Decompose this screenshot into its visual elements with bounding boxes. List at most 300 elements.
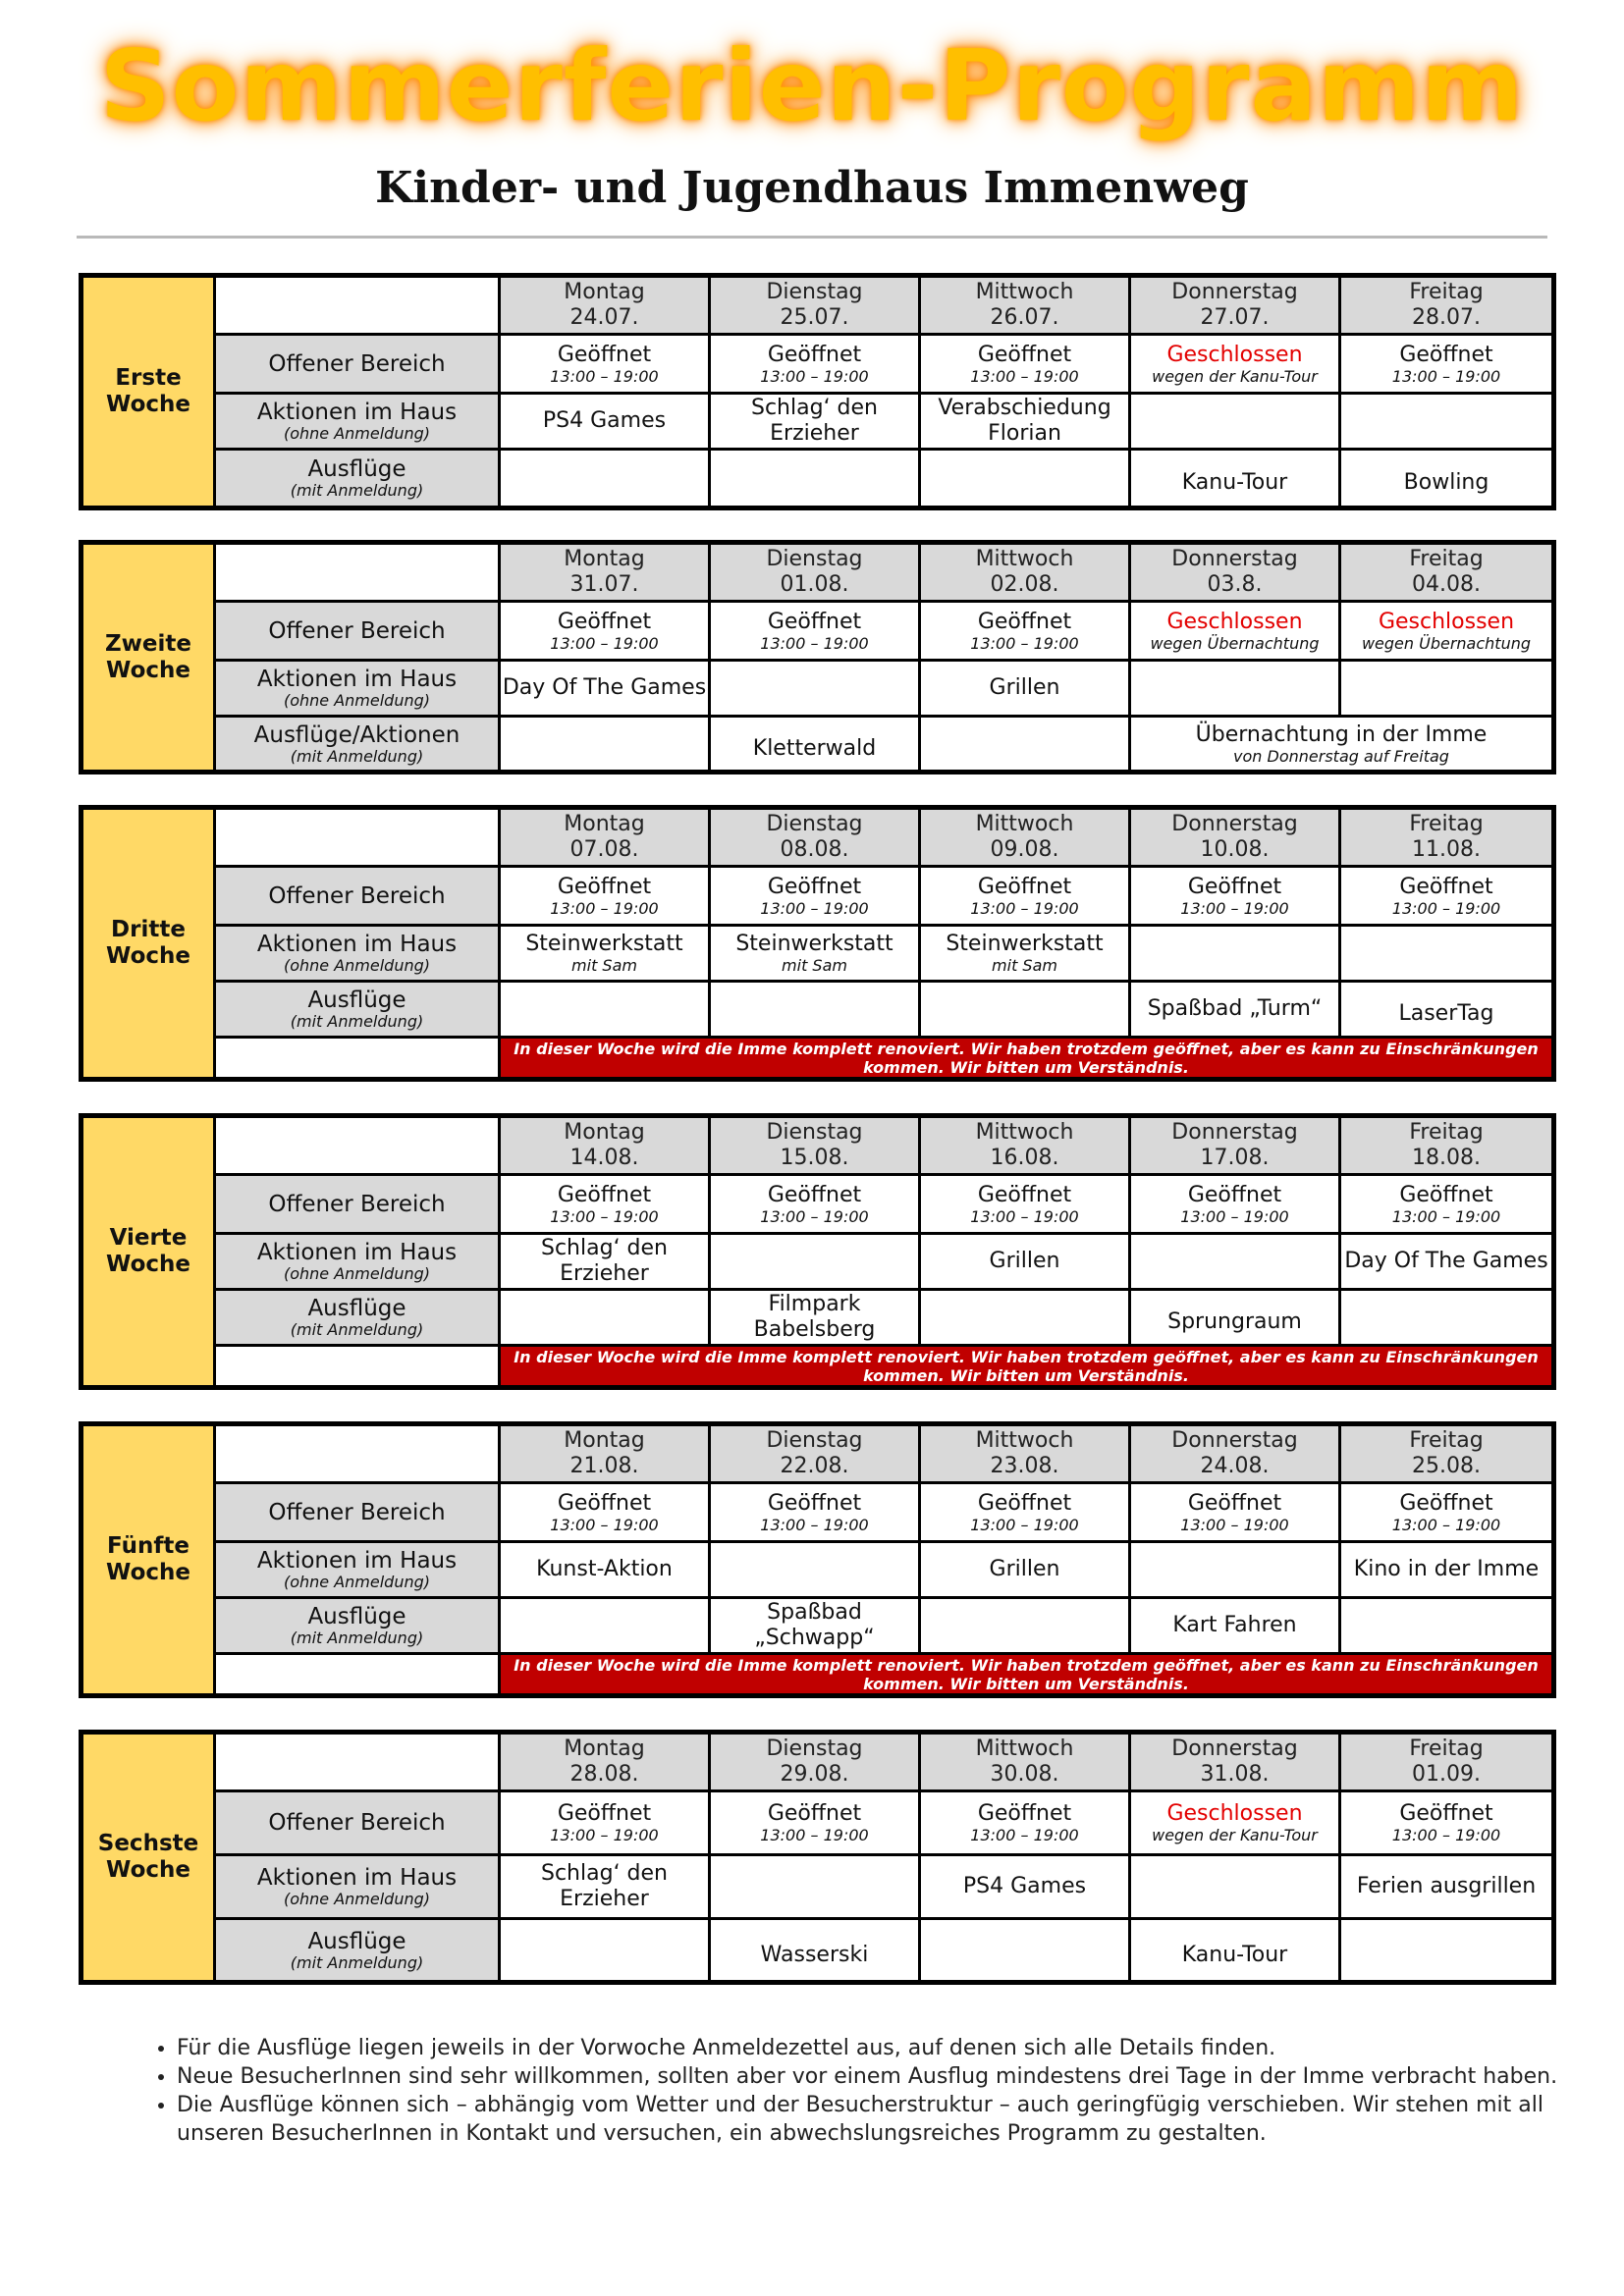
action-cell xyxy=(710,394,920,450)
status-open: Geöffnet xyxy=(977,1182,1072,1207)
status-open: Geöffnet xyxy=(767,1490,862,1516)
page-title: Sommerferien-Programm xyxy=(99,28,1525,143)
day-header xyxy=(1340,1116,1554,1175)
category-open xyxy=(215,1483,500,1542)
day-name: Freitag xyxy=(1409,1736,1484,1761)
week-label xyxy=(81,1733,215,1983)
action-text: Steinwerkstatt xyxy=(735,932,893,956)
blank-header-cell xyxy=(215,808,500,867)
status-open: Geöffnet xyxy=(977,342,1072,367)
trip-text: Spaßbad „Turm“ xyxy=(1147,996,1323,1021)
action-cell xyxy=(1340,661,1554,717)
trip-cell xyxy=(710,450,920,508)
note-item: • Für die Ausflüge liegen jeweils in der Vorwoche Anmeldezettel aus, auf denen sich alle Details finden. xyxy=(177,2034,1610,2062)
day-name: Dienstag xyxy=(766,1428,863,1453)
action-cell xyxy=(1340,1542,1554,1598)
day-header xyxy=(500,1424,710,1483)
day-header xyxy=(920,543,1130,602)
category-label: Offener Bereich xyxy=(268,1810,446,1836)
status-closed: Geschlossen xyxy=(1166,342,1303,367)
trip-cell xyxy=(710,982,920,1038)
day-header xyxy=(1130,808,1340,867)
day-header xyxy=(1340,543,1554,602)
day-date: 21.08. xyxy=(569,1454,639,1478)
category-trips xyxy=(215,717,500,773)
action-cell xyxy=(1130,394,1340,450)
status-detail: 13:00 – 19:00 xyxy=(1180,1515,1289,1534)
opening-cell xyxy=(920,867,1130,926)
opening-cell xyxy=(500,867,710,926)
action-detail: mit Sam xyxy=(571,956,637,975)
category-trips xyxy=(215,1919,500,1983)
day-header xyxy=(1340,276,1554,335)
day-header xyxy=(710,543,920,602)
action-text: Grillen xyxy=(989,1557,1060,1581)
status-detail: 13:00 – 19:00 xyxy=(550,1826,659,1844)
day-name: Mittwoch xyxy=(975,547,1074,571)
category-label: Ausflüge xyxy=(307,988,406,1013)
category-label: Aktionen im Haus xyxy=(256,400,458,425)
category-actions xyxy=(215,1542,500,1598)
day-date: 01.09. xyxy=(1412,1762,1481,1787)
action-text: Grillen xyxy=(989,675,1060,700)
blank-banner-cell xyxy=(215,1654,500,1696)
day-name: Donnerstag xyxy=(1171,1736,1298,1761)
trip-cell xyxy=(500,717,710,773)
day-header xyxy=(920,276,1130,335)
trip-cell xyxy=(920,1598,1130,1654)
day-name: Donnerstag xyxy=(1171,1120,1298,1145)
trip-cell xyxy=(1130,982,1340,1038)
blank-header-cell xyxy=(215,1733,500,1791)
week-label-line: Dritte xyxy=(111,917,186,942)
category-sublabel: (mit Anmeldung) xyxy=(290,481,424,500)
day-date: 26.07. xyxy=(990,305,1059,330)
trip-cell xyxy=(1130,1919,1340,1983)
status-open: Geöffnet xyxy=(1187,1182,1282,1207)
opening-cell xyxy=(1130,1791,1340,1855)
week-label-line: Woche xyxy=(106,943,190,969)
opening-cell xyxy=(920,1175,1130,1234)
action-cell xyxy=(500,661,710,717)
day-header xyxy=(920,1116,1130,1175)
week-table xyxy=(79,1730,1556,1985)
status-detail: 13:00 – 19:00 xyxy=(970,898,1079,918)
trip-text: Sprungraum xyxy=(1167,1309,1302,1334)
day-name: Freitag xyxy=(1409,547,1484,571)
day-date: 09.08. xyxy=(990,837,1059,862)
trip-cell xyxy=(1130,450,1340,508)
category-label: Offener Bereich xyxy=(268,350,446,377)
action-cell xyxy=(1340,394,1554,450)
category-actions xyxy=(215,1855,500,1919)
week-label-line: Woche xyxy=(106,1252,190,1277)
opening-cell xyxy=(710,1483,920,1542)
day-date: 25.08. xyxy=(1412,1454,1481,1478)
day-date: 23.08. xyxy=(990,1454,1059,1478)
day-header xyxy=(920,1733,1130,1791)
week-table xyxy=(79,540,1556,774)
category-open xyxy=(215,602,500,661)
blank-banner-cell xyxy=(215,1346,500,1388)
day-name: Donnerstag xyxy=(1171,547,1298,571)
category-sublabel: (ohne Anmeldung) xyxy=(283,1890,431,1908)
day-date: 10.08. xyxy=(1200,837,1270,862)
trip-detail: von Donnerstag auf Freitag xyxy=(1233,746,1449,766)
category-sublabel: (ohne Anmeldung) xyxy=(283,1573,431,1591)
status-closed: Geschlossen xyxy=(1166,609,1303,634)
day-date: 02.08. xyxy=(990,572,1059,597)
week-label-line: Woche xyxy=(106,1560,190,1585)
action-cell xyxy=(920,394,1130,450)
day-name: Dienstag xyxy=(766,812,863,836)
day-name: Mittwoch xyxy=(975,280,1074,304)
day-date: 24.08. xyxy=(1200,1454,1270,1478)
renovation-notice xyxy=(500,1038,1554,1080)
action-cell xyxy=(1130,1234,1340,1290)
action-cell xyxy=(920,926,1130,982)
opening-cell xyxy=(710,1791,920,1855)
day-header xyxy=(920,808,1130,867)
status-open: Geöffnet xyxy=(1399,1801,1493,1826)
status-detail: 13:00 – 19:00 xyxy=(970,633,1079,653)
day-header xyxy=(710,1733,920,1791)
week-label xyxy=(81,543,215,773)
trip-text: Kletterwald xyxy=(752,735,877,761)
status-detail: 13:00 – 19:00 xyxy=(1391,1206,1501,1226)
day-name: Dienstag xyxy=(766,280,863,304)
week-table xyxy=(79,273,1556,510)
action-text: Grillen xyxy=(989,1249,1060,1273)
status-open: Geöffnet xyxy=(1187,874,1282,899)
status-detail: 13:00 – 19:00 xyxy=(550,633,659,653)
status-closed: Geschlossen xyxy=(1378,609,1515,634)
week-table xyxy=(79,805,1556,1082)
action-text: Kino in der Imme xyxy=(1353,1557,1540,1581)
note-item: • Die Ausflüge können sich – abhängig vom Wetter und der Besucherstruktur – auch geringfügig verschieben. Wir stehen mit all unseren BesucherInnen in Kontakt und versuchen, ein abwechslungsreiches Programm zu gestalten. xyxy=(177,2091,1610,2148)
status-open: Geöffnet xyxy=(977,609,1072,634)
day-date: 28.07. xyxy=(1412,305,1481,330)
action-cell xyxy=(500,1542,710,1598)
status-open: Geöffnet xyxy=(767,1801,862,1826)
action-cell xyxy=(500,926,710,982)
day-name: Freitag xyxy=(1409,812,1484,836)
trip-cell xyxy=(500,450,710,508)
status-detail: wegen Übernachtung xyxy=(1150,633,1320,653)
status-open: Geöffnet xyxy=(1187,1490,1282,1516)
trip-cell xyxy=(920,1290,1130,1346)
trip-cell xyxy=(1340,1919,1554,1983)
blank-banner-cell xyxy=(215,1038,500,1080)
status-detail: 13:00 – 19:00 xyxy=(1180,898,1289,918)
day-header xyxy=(1130,1424,1340,1483)
status-detail: 13:00 – 19:00 xyxy=(1391,1515,1501,1534)
day-name: Donnerstag xyxy=(1171,1428,1298,1453)
week-label-line: Woche xyxy=(106,657,190,683)
note-item: • Neue BesucherInnen sind sehr willkommen, sollten aber vor einem Ausflug mindestens drei Tage in der Imme verbracht haben. xyxy=(177,2062,1610,2091)
opening-cell xyxy=(500,1791,710,1855)
opening-cell xyxy=(710,335,920,394)
opening-cell xyxy=(1340,602,1554,661)
trip-text: Kanu-Tour xyxy=(1181,470,1288,495)
status-open: Geöffnet xyxy=(1399,1182,1493,1207)
status-open: Geöffnet xyxy=(557,874,652,899)
status-open: Geöffnet xyxy=(1399,1490,1493,1516)
status-detail: wegen der Kanu-Tour xyxy=(1152,366,1318,386)
category-open xyxy=(215,1175,500,1234)
action-cell xyxy=(920,1542,1130,1598)
action-cell xyxy=(710,926,920,982)
day-name: Montag xyxy=(564,280,645,304)
day-header xyxy=(500,276,710,335)
action-cell xyxy=(710,1234,920,1290)
action-cell xyxy=(1130,661,1340,717)
action-text: Kunst-Aktion xyxy=(536,1557,673,1581)
trip-text: Wasserski xyxy=(760,1942,869,1967)
day-name: Dienstag xyxy=(766,547,863,571)
category-open xyxy=(215,335,500,394)
action-cell xyxy=(710,1855,920,1919)
status-open: Geöffnet xyxy=(977,874,1072,899)
day-name: Montag xyxy=(564,1428,645,1453)
category-label: Ausflüge xyxy=(307,1604,406,1629)
day-header xyxy=(500,1116,710,1175)
opening-cell xyxy=(1130,867,1340,926)
day-name: Mittwoch xyxy=(975,1428,1074,1453)
status-detail: 13:00 – 19:00 xyxy=(760,366,869,386)
category-trips xyxy=(215,1290,500,1346)
opening-cell xyxy=(1130,335,1340,394)
opening-cell xyxy=(1340,1483,1554,1542)
opening-cell xyxy=(1340,1791,1554,1855)
status-detail: 13:00 – 19:00 xyxy=(550,1206,659,1226)
trip-cell xyxy=(920,1919,1130,1983)
renovation-notice-text: In dieser Woche wird die Imme komplett renoviert. Wir haben trotzdem geöffnet, aber es kann zu Einschränkungen kommen. Wir bitten um Verständnis. xyxy=(514,1655,1539,1693)
day-date: 28.08. xyxy=(569,1762,639,1787)
action-text: Day Of The Games xyxy=(502,675,707,700)
action-detail: mit Sam xyxy=(782,956,847,975)
category-label: Offener Bereich xyxy=(268,882,446,909)
day-name: Montag xyxy=(564,1736,645,1761)
status-detail: 13:00 – 19:00 xyxy=(1391,898,1501,918)
week-label-line: Woche xyxy=(106,1857,190,1883)
day-name: Donnerstag xyxy=(1171,280,1298,304)
day-date: 22.08. xyxy=(780,1454,849,1478)
category-actions xyxy=(215,661,500,717)
action-cell xyxy=(920,1234,1130,1290)
day-name: Montag xyxy=(564,1120,645,1145)
opening-cell xyxy=(710,867,920,926)
category-label: Ausflüge xyxy=(307,456,406,482)
category-label: Aktionen im Haus xyxy=(256,932,458,957)
category-trips xyxy=(215,450,500,508)
day-name: Mittwoch xyxy=(975,1736,1074,1761)
category-label: Aktionen im Haus xyxy=(256,667,458,692)
trip-text: Bowling xyxy=(1403,470,1489,495)
trip-cell xyxy=(1130,1598,1340,1654)
opening-cell xyxy=(1130,602,1340,661)
status-open: Geöffnet xyxy=(557,1801,652,1826)
action-cell xyxy=(1130,926,1340,982)
week-label xyxy=(81,808,215,1080)
category-trips xyxy=(215,982,500,1038)
action-cell xyxy=(920,1855,1130,1919)
trip-cell xyxy=(710,717,920,773)
opening-cell xyxy=(1130,1483,1340,1542)
action-cell xyxy=(710,1542,920,1598)
action-text: Schlag‘ den Erzieher xyxy=(541,1861,668,1911)
day-name: Mittwoch xyxy=(975,812,1074,836)
trip-text: Kanu-Tour xyxy=(1181,1942,1288,1967)
trip-cell xyxy=(1130,1290,1340,1346)
opening-cell xyxy=(920,335,1130,394)
day-date: 04.08. xyxy=(1412,572,1481,597)
trip-cell xyxy=(1340,450,1554,508)
day-header xyxy=(1340,808,1554,867)
action-text: PS4 Games xyxy=(542,408,667,433)
trip-text: LaserTag xyxy=(1398,1001,1494,1026)
opening-cell xyxy=(500,602,710,661)
action-text: PS4 Games xyxy=(962,1874,1087,1898)
category-sublabel: (mit Anmeldung) xyxy=(290,746,424,766)
day-header xyxy=(1130,1116,1340,1175)
status-detail: 13:00 – 19:00 xyxy=(1391,1826,1501,1844)
status-open: Geöffnet xyxy=(1399,874,1493,899)
day-name: Montag xyxy=(564,812,645,836)
status-open: Geöffnet xyxy=(557,1182,652,1207)
status-detail: 13:00 – 19:00 xyxy=(1391,366,1501,386)
day-header xyxy=(710,1116,920,1175)
day-date: 18.08. xyxy=(1412,1146,1481,1170)
status-open: Geöffnet xyxy=(1399,342,1493,367)
opening-cell xyxy=(500,335,710,394)
day-header xyxy=(500,543,710,602)
renovation-notice-text: In dieser Woche wird die Imme komplett renoviert. Wir haben trotzdem geöffnet, aber es kann zu Einschränkungen kommen. Wir bitten um Verständnis. xyxy=(514,1039,1539,1077)
trip-cell xyxy=(1340,1290,1554,1346)
action-cell xyxy=(1340,1234,1554,1290)
day-date: 31.08. xyxy=(1200,1762,1270,1787)
day-date: 01.08. xyxy=(780,572,849,597)
day-date: 25.07. xyxy=(780,305,849,330)
week-label xyxy=(81,276,215,508)
status-closed: Geschlossen xyxy=(1166,1801,1303,1826)
status-detail: 13:00 – 19:00 xyxy=(760,898,869,918)
day-name: Montag xyxy=(564,547,645,571)
day-date: 30.08. xyxy=(990,1762,1059,1787)
action-text: Steinwerkstatt xyxy=(946,932,1104,956)
status-open: Geöffnet xyxy=(557,342,652,367)
category-sublabel: (mit Anmeldung) xyxy=(290,1629,424,1647)
opening-cell xyxy=(710,602,920,661)
status-open: Geöffnet xyxy=(767,1182,862,1207)
notes-list xyxy=(118,2034,1610,2148)
action-text: Day Of The Games xyxy=(1344,1249,1548,1273)
action-cell xyxy=(1340,926,1554,982)
day-header xyxy=(500,1733,710,1791)
opening-cell xyxy=(710,1175,920,1234)
trip-cell xyxy=(710,1598,920,1654)
category-trips xyxy=(215,1598,500,1654)
day-name: Dienstag xyxy=(766,1120,863,1145)
status-detail: 13:00 – 19:00 xyxy=(760,1826,869,1844)
opening-cell xyxy=(920,1483,1130,1542)
day-date: 11.08. xyxy=(1412,837,1481,862)
blank-header-cell xyxy=(215,1116,500,1175)
opening-cell xyxy=(920,1791,1130,1855)
status-detail: 13:00 – 19:00 xyxy=(550,898,659,918)
category-label: Aktionen im Haus xyxy=(256,1548,458,1574)
status-detail: 13:00 – 19:00 xyxy=(1180,1206,1289,1226)
day-header xyxy=(500,808,710,867)
action-text: Schlag‘ den Erzieher xyxy=(751,396,878,446)
week-label-line: Zweite xyxy=(104,630,191,657)
category-sublabel: (mit Anmeldung) xyxy=(290,1012,424,1031)
status-detail: 13:00 – 19:00 xyxy=(760,1206,869,1226)
day-date: 24.07. xyxy=(569,305,639,330)
category-sublabel: (mit Anmeldung) xyxy=(290,1952,424,1972)
trip-cell xyxy=(1340,982,1554,1038)
category-sublabel: (ohne Anmeldung) xyxy=(283,1264,431,1283)
status-detail: wegen Übernachtung xyxy=(1361,633,1532,653)
status-detail: 13:00 – 19:00 xyxy=(550,1515,659,1534)
category-sublabel: (ohne Anmeldung) xyxy=(283,691,431,710)
category-actions xyxy=(215,1234,500,1290)
day-date: 14.08. xyxy=(569,1146,639,1170)
category-label: Ausflüge/Aktionen xyxy=(253,721,460,748)
category-label: Offener Bereich xyxy=(268,1499,446,1525)
status-open: Geöffnet xyxy=(767,342,862,367)
renovation-notice-text: In dieser Woche wird die Imme komplett renoviert. Wir haben trotzdem geöffnet, aber es kann zu Einschränkungen kommen. Wir bitten um Verständnis. xyxy=(514,1347,1539,1385)
status-open: Geöffnet xyxy=(767,609,862,634)
opening-cell xyxy=(1340,867,1554,926)
day-date: 16.08. xyxy=(990,1146,1059,1170)
day-header xyxy=(710,276,920,335)
week-label-line: Erste xyxy=(115,365,182,391)
trip-span-cell xyxy=(1130,717,1554,773)
week-label xyxy=(81,1424,215,1696)
category-label: Offener Bereich xyxy=(268,1191,446,1217)
renovation-notice xyxy=(500,1346,1554,1388)
trip-cell xyxy=(920,982,1130,1038)
day-name: Freitag xyxy=(1409,280,1484,304)
trip-cell xyxy=(500,1598,710,1654)
status-open: Geöffnet xyxy=(557,609,652,634)
action-text: Steinwerkstatt xyxy=(525,932,683,956)
day-name: Dienstag xyxy=(766,1736,863,1761)
category-sublabel: (mit Anmeldung) xyxy=(290,1320,424,1339)
week-label-line: Sechste xyxy=(97,1831,199,1856)
trip-text: Filmpark Babelsberg xyxy=(753,1292,876,1342)
opening-cell xyxy=(920,602,1130,661)
day-date: 31.07. xyxy=(569,572,639,597)
week-table xyxy=(79,1421,1556,1698)
trip-text: Übernachtung in der Imme xyxy=(1195,721,1488,747)
status-detail: 13:00 – 19:00 xyxy=(970,1206,1079,1226)
week-table xyxy=(79,1113,1556,1390)
action-cell xyxy=(500,394,710,450)
day-name: Freitag xyxy=(1409,1428,1484,1453)
trip-cell xyxy=(710,1290,920,1346)
day-date: 29.08. xyxy=(780,1762,849,1787)
page-subtitle: Kinder- und Jugendhaus Immenweg xyxy=(375,163,1249,213)
day-header xyxy=(920,1424,1130,1483)
category-label: Aktionen im Haus xyxy=(256,1240,458,1265)
week-label-line: Woche xyxy=(106,392,190,417)
action-cell xyxy=(500,1855,710,1919)
day-header xyxy=(1130,1733,1340,1791)
header-divider xyxy=(77,236,1547,239)
status-open: Geöffnet xyxy=(557,1490,652,1516)
